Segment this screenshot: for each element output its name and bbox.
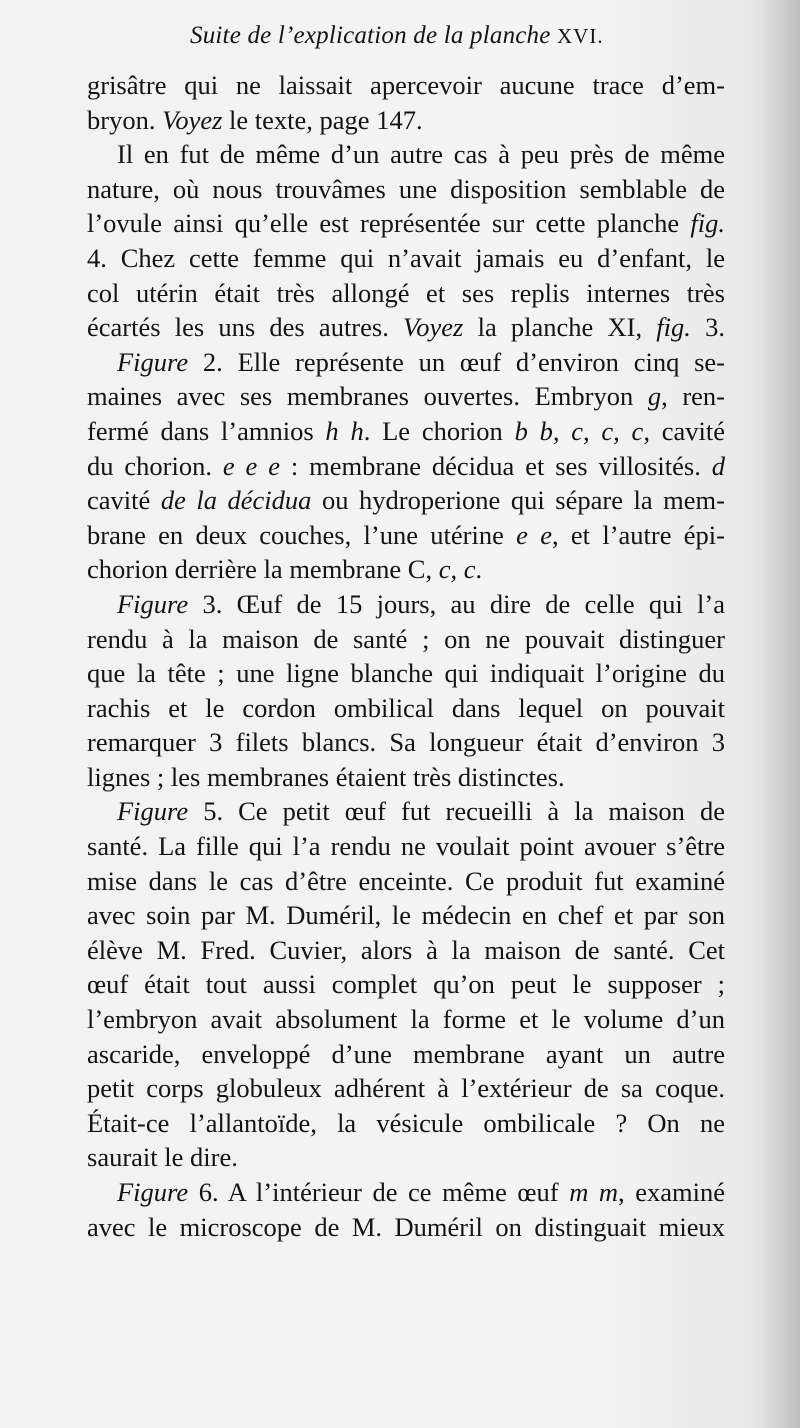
text-segment: 2. Elle représente un œuf d’environ cinq se- <box>188 346 725 377</box>
text-segment: 4. Chez cette femme qui n’avait jamais eu d’enfant, le <box>87 242 725 273</box>
text-segment: 6. A l’intérieur de ce même œuf <box>188 1177 570 1207</box>
text-line <box>87 1002 725 1037</box>
italic-text: fig. <box>690 208 725 239</box>
text-line <box>87 103 725 138</box>
text-line <box>87 414 725 449</box>
text-segment: santé. La fille qui l’a rendu ne voulait point avouer s’être <box>87 831 725 862</box>
text-segment: du chorion. <box>87 450 223 481</box>
text-segment: l’embryon avait absolument la forme et le volume d’un <box>87 1004 725 1035</box>
text-line <box>87 1071 725 1106</box>
text-line <box>87 449 725 484</box>
text-segment: 3. <box>690 312 725 343</box>
italic-text: c, c <box>438 554 476 585</box>
text-line <box>87 725 725 760</box>
text-segment: lignes ; les membranes étaient très distinctes. <box>87 761 565 792</box>
text-segment: col utérin était très allongé et ses replis internes très <box>87 277 725 308</box>
text-line <box>87 1140 725 1175</box>
text-segment: remarquer 3 filets blancs. Sa longueur était d’environ 3 <box>87 727 725 758</box>
italic-text: Voyez <box>403 312 464 343</box>
text-segment: , ren- <box>661 381 725 412</box>
text-segment: avec le microscope de M. Duméril on distinguait mieux <box>87 1211 725 1242</box>
text-segment: grisâtre qui ne laissait apercevoir aucune trace d’em- <box>87 70 725 100</box>
text-segment: avec soin par M. Duméril, le médecin en chef et par son <box>87 900 725 931</box>
text-segment: ou hydroperione qui sépare la mem- <box>311 485 725 516</box>
text-line <box>87 622 725 657</box>
italic-text: e e <box>516 519 552 550</box>
text-line <box>87 691 725 726</box>
italic-text: Figure <box>117 1177 189 1207</box>
text-segment: brane en deux couches, l’une utérine <box>87 519 517 550</box>
text-segment: 3. Œuf de 15 jours, au dire de celle qui l’a <box>188 588 725 619</box>
text-segment: petit corps globuleux adhérent à l’extérieur de sa coque. <box>87 1073 725 1104</box>
text-line <box>87 898 725 933</box>
text-segment: , examiné <box>618 1177 725 1207</box>
italic-text: fig. <box>656 312 691 343</box>
text-line <box>87 345 725 380</box>
italic-text: e e e <box>222 450 280 481</box>
text-segment: : membrane décidua et ses villosités. <box>279 450 712 481</box>
text-line <box>87 552 725 587</box>
text-segment: cavité <box>649 415 725 446</box>
text-line <box>87 276 725 311</box>
text-segment: saurait le dire. <box>87 1142 238 1173</box>
text-line <box>87 794 725 829</box>
text-line <box>87 967 725 1002</box>
text-line <box>87 483 725 518</box>
text-segment: Il en fut de même d’un autre cas à peu près de même <box>117 139 725 170</box>
text-segment: 5. Ce petit œuf fut recueilli à la maison de <box>188 796 725 827</box>
text-segment: œuf était tout aussi complet qu’on peut le supposer ; <box>87 969 725 1000</box>
header-title: Suite de l’explication de la planche <box>190 22 551 49</box>
text-segment: . <box>475 554 483 585</box>
text-segment: ascaride, enveloppé d’une membrane ayant un autre <box>87 1038 725 1069</box>
italic-text: g <box>647 381 662 412</box>
text-line <box>87 829 725 864</box>
text-segment: , et l’autre épi- <box>552 519 725 550</box>
text-line <box>87 760 725 795</box>
text-segment: élève M. Fred. Cuvier, alors à la maison de santé. Cet <box>87 934 725 965</box>
italic-text: h h <box>325 415 364 446</box>
text-line <box>87 137 725 172</box>
text-line <box>87 172 725 207</box>
text-line <box>87 310 725 345</box>
italic-text: Voyez <box>162 104 223 135</box>
text-line <box>87 206 725 241</box>
text-segment: fermé dans l’amnios <box>87 415 326 446</box>
text-line <box>87 864 725 899</box>
text-line <box>87 587 725 622</box>
header-plate-number: XVI. <box>557 24 604 48</box>
italic-text: b b, c, c, c, <box>514 415 650 446</box>
italic-text: Figure <box>117 346 189 377</box>
text-line <box>87 1106 725 1141</box>
text-segment: que la tête ; une ligne blanche qui indiquait l’origine du <box>87 658 725 689</box>
italic-text: d <box>711 450 725 481</box>
italic-text: Figure <box>117 796 189 827</box>
text-segment: Était-ce l’allantoïde, la vésicule ombilicale ? On ne <box>87 1107 725 1138</box>
body-text <box>87 68 725 1244</box>
running-header <box>190 22 650 50</box>
text-segment: écartés les uns des autres. <box>87 312 404 343</box>
text-line <box>87 933 725 968</box>
text-segment: cavité <box>87 485 161 516</box>
text-segment: maines avec ses membranes ouvertes. Embryon <box>87 381 648 412</box>
text-line <box>87 1175 725 1210</box>
text-segment: le texte, page 147. <box>222 104 423 135</box>
text-segment: l’ovule ainsi qu’elle est représentée sur cette planche <box>87 208 691 239</box>
text-line <box>87 379 725 414</box>
text-segment: la planche XI, <box>463 312 657 343</box>
text-line <box>87 68 725 103</box>
text-segment: . Le chorion <box>363 415 515 446</box>
text-segment: chorion derrière la membrane C, <box>87 554 439 585</box>
italic-text: m m <box>569 1177 619 1207</box>
text-line <box>87 1210 725 1245</box>
italic-text: de la décidua <box>160 485 312 516</box>
text-line <box>87 518 725 553</box>
text-segment: rendu à la maison de santé ; on ne pouvait distinguer <box>87 623 725 654</box>
text-segment: bryon. <box>87 104 163 135</box>
page-gutter-shadow <box>756 0 800 1428</box>
text-segment: nature, où nous trouvâmes une disposition semblable de <box>87 173 725 204</box>
text-line <box>87 1037 725 1072</box>
text-segment: mise dans le cas d’être enceinte. Ce produit fut examiné <box>87 865 725 896</box>
text-segment: rachis et le cordon ombilical dans lequel on pouvait <box>87 692 725 723</box>
text-line <box>87 241 725 276</box>
text-line <box>87 656 725 691</box>
italic-text: Figure <box>117 588 189 619</box>
